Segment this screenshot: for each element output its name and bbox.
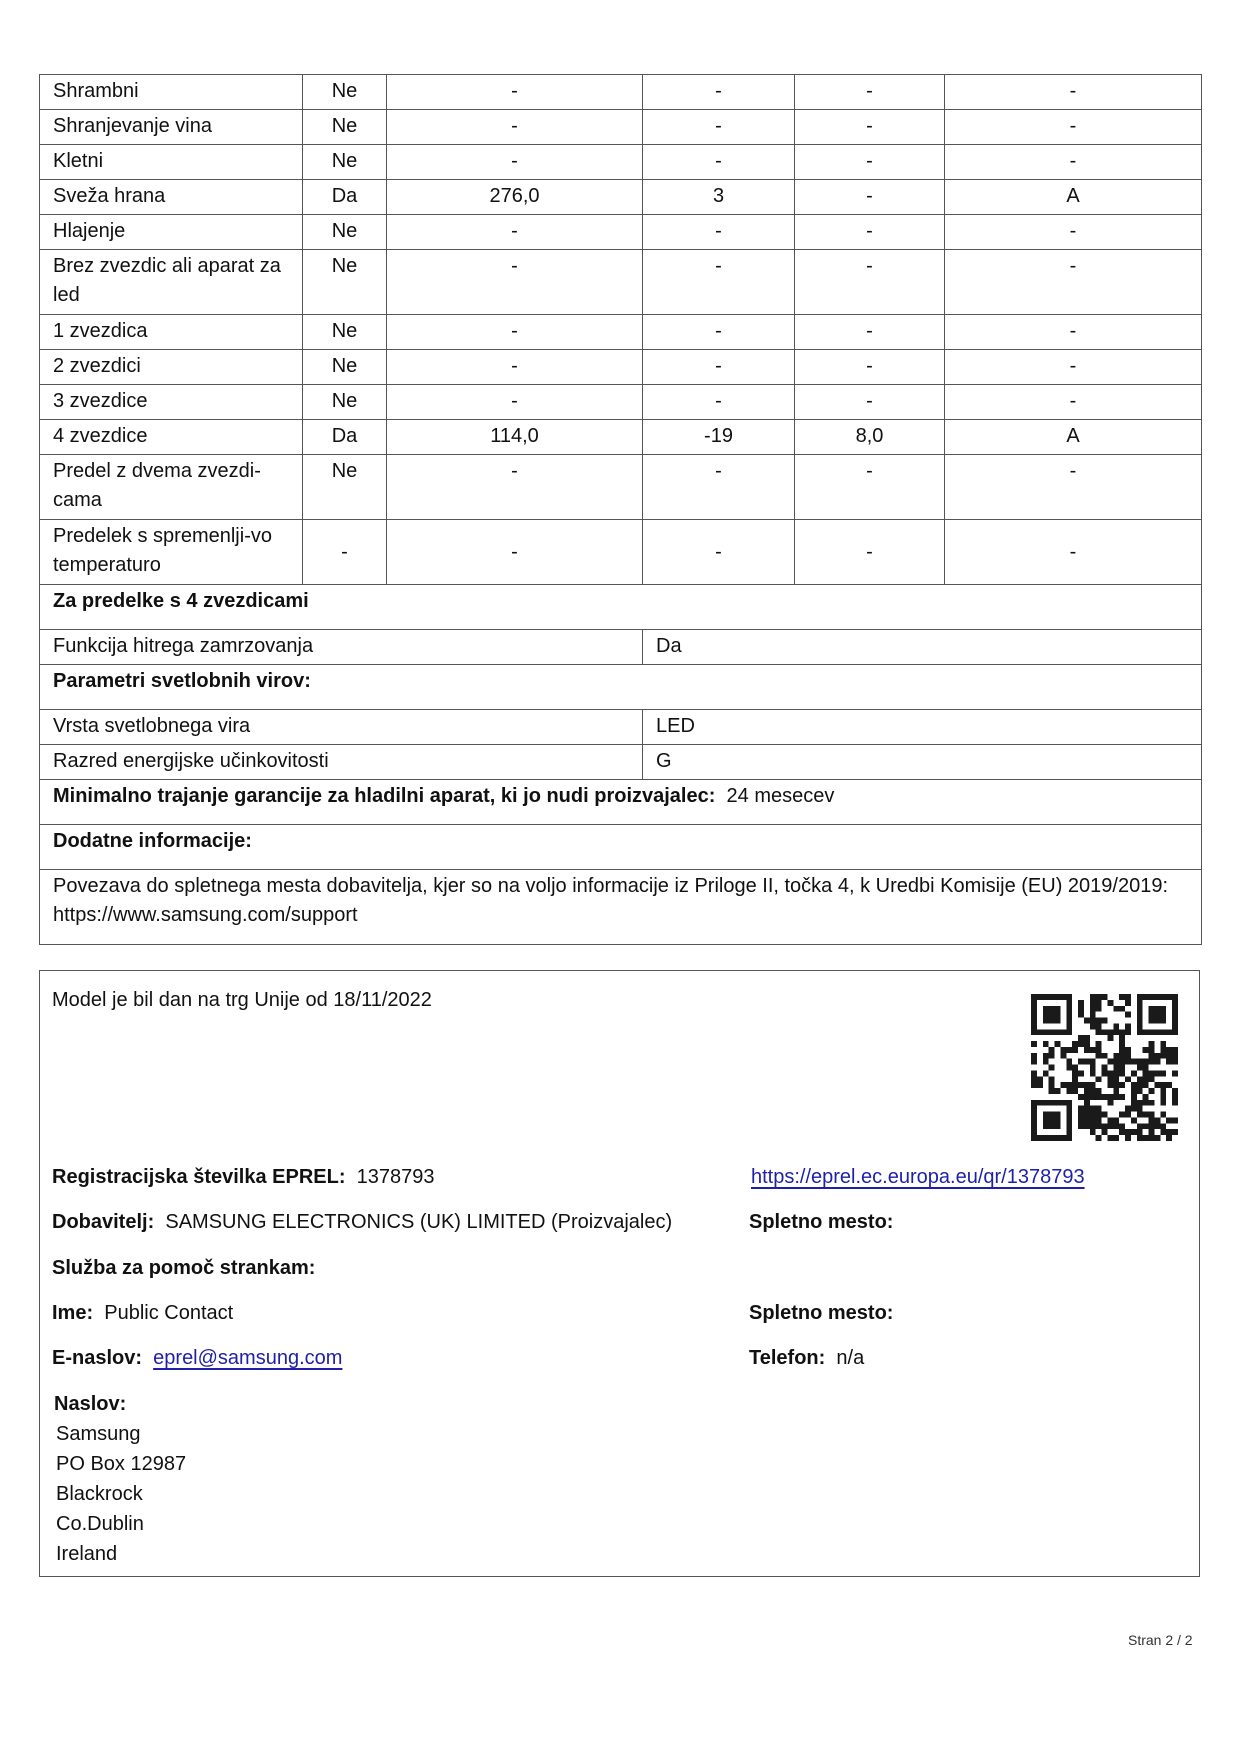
compartment-volume: - bbox=[387, 350, 643, 385]
compartment-name: 2 zvezdici bbox=[40, 350, 303, 385]
compartment-name: 3 zvezdice bbox=[40, 385, 303, 420]
compartment-name: 1 zvezdica bbox=[40, 315, 303, 350]
additional-info bbox=[40, 870, 1202, 945]
compartment-capacity: 8,0 bbox=[795, 420, 945, 455]
compartment-capacity: - bbox=[795, 215, 945, 250]
compartment-name: Brez zvezdic ali aparat za led bbox=[40, 250, 303, 315]
compartment-name: Predel z dvema zvezdi-cama bbox=[40, 455, 303, 520]
compartment-volume: - bbox=[387, 315, 643, 350]
compartment-name: Sveža hrana bbox=[40, 180, 303, 215]
compartment-capacity: - bbox=[795, 350, 945, 385]
table-row bbox=[40, 110, 1202, 145]
compartment-capacity: - bbox=[795, 385, 945, 420]
compartment-volume: - bbox=[387, 250, 643, 315]
supplier-label: Dobavitelj: bbox=[52, 1211, 155, 1233]
compartment-class: - bbox=[945, 315, 1202, 350]
light-class-label: Razred energijske učinkovitosti bbox=[40, 745, 643, 780]
support-url: https://www.samsung.com/support bbox=[53, 904, 358, 926]
compartment-capacity: - bbox=[795, 75, 945, 110]
compartment-temperature: - bbox=[643, 315, 795, 350]
compartment-temperature: - bbox=[643, 520, 795, 585]
fast-freeze-value: Da bbox=[643, 630, 1202, 665]
compartment-volume: - bbox=[387, 145, 643, 180]
name-value: Public Contact bbox=[104, 1302, 234, 1324]
warranty-row bbox=[40, 780, 1202, 825]
compartment-name: Kletni bbox=[40, 145, 303, 180]
website-label-1: Spletno mesto: bbox=[749, 1211, 894, 1233]
address-line: Ireland bbox=[56, 1543, 118, 1565]
compartment-capacity: - bbox=[795, 455, 945, 520]
additional-text: Povezava do spletnega mesta dobavitelja, kjer so na voljo informacije iz Priloge II, točka 4, k Uredbi Komisije (EU) 2019/2019: bbox=[53, 875, 1169, 897]
compartment-present: Da bbox=[303, 420, 387, 455]
compartment-name: Shrambni bbox=[40, 75, 303, 110]
table-row bbox=[40, 75, 1202, 110]
table-row bbox=[40, 215, 1202, 250]
supplier-value: SAMSUNG ELECTRONICS (UK) LIMITED (Proizvajalec) bbox=[165, 1211, 673, 1233]
compartment-temperature: - bbox=[643, 250, 795, 315]
compartment-class: - bbox=[945, 350, 1202, 385]
additional-heading: Dodatne informacije: bbox=[40, 825, 1202, 870]
compartment-name: Hlajenje bbox=[40, 215, 303, 250]
compartment-class: - bbox=[945, 75, 1202, 110]
email-row bbox=[52, 1345, 342, 1371]
compartment-capacity: - bbox=[795, 180, 945, 215]
compartment-present: Ne bbox=[303, 250, 387, 315]
compartment-volume: - bbox=[387, 520, 643, 585]
compartment-temperature: - bbox=[643, 75, 795, 110]
compartment-temperature: - bbox=[643, 215, 795, 250]
table-row bbox=[40, 145, 1202, 180]
website-label-2: Spletno mesto: bbox=[749, 1302, 894, 1324]
page-number: Stran 2 / 2 bbox=[1128, 1632, 1193, 1648]
compartment-temperature: 3 bbox=[643, 180, 795, 215]
compartment-class: A bbox=[945, 180, 1202, 215]
compartment-temperature: - bbox=[643, 145, 795, 180]
compartment-volume: - bbox=[387, 455, 643, 520]
compartment-present: Ne bbox=[303, 145, 387, 180]
compartment-capacity: - bbox=[795, 250, 945, 315]
compartment-present: Ne bbox=[303, 350, 387, 385]
fast-freeze-label: Funkcija hitrega zamrzovanja bbox=[40, 630, 643, 665]
compartment-temperature: - bbox=[643, 350, 795, 385]
compartment-volume: - bbox=[387, 75, 643, 110]
compartment-present: Ne bbox=[303, 215, 387, 250]
eprel-link[interactable]: https://eprel.ec.europa.eu/qr/1378793 bbox=[751, 1166, 1085, 1188]
compartment-temperature: - bbox=[643, 455, 795, 520]
compartment-present: Ne bbox=[303, 315, 387, 350]
address-line: Co.Dublin bbox=[56, 1513, 144, 1535]
compartment-class: - bbox=[945, 145, 1202, 180]
table-row bbox=[40, 385, 1202, 420]
phone-row bbox=[749, 1345, 864, 1371]
compartment-class: - bbox=[945, 110, 1202, 145]
warranty-label: Minimalno trajanje garancije za hladilni aparat, ki jo nudi proizvajalec: bbox=[53, 785, 716, 807]
compartment-table bbox=[39, 74, 1202, 945]
compartment-capacity: - bbox=[795, 315, 945, 350]
name-label: Ime: bbox=[52, 1302, 94, 1324]
address-line: Samsung bbox=[56, 1423, 141, 1445]
compartment-capacity: - bbox=[795, 110, 945, 145]
compartment-name: Shranjevanje vina bbox=[40, 110, 303, 145]
compartment-present: Ne bbox=[303, 455, 387, 520]
light-type-label: Vrsta svetlobnega vira bbox=[40, 710, 643, 745]
compartment-name: Predelek s spremenlji-vo temperaturo bbox=[40, 520, 303, 585]
table-row bbox=[40, 520, 1202, 585]
compartment-present: Ne bbox=[303, 75, 387, 110]
table-row bbox=[40, 315, 1202, 350]
address-line: Blackrock bbox=[56, 1483, 143, 1505]
email-label: E-naslov: bbox=[52, 1347, 143, 1369]
table-row bbox=[40, 420, 1202, 455]
supplier-row bbox=[52, 1209, 672, 1235]
compartment-present: - bbox=[303, 520, 387, 585]
email-link[interactable]: eprel@samsung.com bbox=[153, 1347, 343, 1369]
compartment-class: A bbox=[945, 420, 1202, 455]
compartment-name: 4 zvezdice bbox=[40, 420, 303, 455]
compartment-temperature: -19 bbox=[643, 420, 795, 455]
eprel-row bbox=[52, 1164, 434, 1190]
compartment-present: Ne bbox=[303, 110, 387, 145]
compartment-class: - bbox=[945, 215, 1202, 250]
compartment-present: Da bbox=[303, 180, 387, 215]
eprel-label: Registracijska številka EPREL: bbox=[52, 1166, 346, 1188]
compartment-temperature: - bbox=[643, 385, 795, 420]
light-class-value: G bbox=[643, 745, 1202, 780]
compartment-class: - bbox=[945, 250, 1202, 315]
supplier-info-box bbox=[39, 970, 1200, 1577]
compartment-volume: 276,0 bbox=[387, 180, 643, 215]
compartment-capacity: - bbox=[795, 145, 945, 180]
compartment-capacity: - bbox=[795, 520, 945, 585]
light-type-value: LED bbox=[643, 710, 1202, 745]
eprel-value: 1378793 bbox=[356, 1166, 435, 1188]
compartment-class: - bbox=[945, 520, 1202, 585]
compartment-volume: - bbox=[387, 215, 643, 250]
compartment-volume: 114,0 bbox=[387, 420, 643, 455]
phone-value: n/a bbox=[836, 1347, 865, 1369]
phone-label: Telefon: bbox=[749, 1347, 826, 1369]
support-heading: Služba za pomoč strankam: bbox=[52, 1257, 316, 1279]
table-row bbox=[40, 455, 1202, 520]
compartment-volume: - bbox=[387, 110, 643, 145]
compartment-volume: - bbox=[387, 385, 643, 420]
address-block bbox=[54, 1389, 186, 1569]
compartment-class: - bbox=[945, 455, 1202, 520]
address-line: PO Box 12987 bbox=[56, 1453, 187, 1475]
table-row bbox=[40, 350, 1202, 385]
compartment-present: Ne bbox=[303, 385, 387, 420]
address-label: Naslov: bbox=[54, 1393, 127, 1415]
table-row bbox=[40, 250, 1202, 315]
light-heading: Parametri svetlobnih virov: bbox=[40, 665, 1202, 710]
name-row bbox=[52, 1300, 233, 1326]
compartment-temperature: - bbox=[643, 110, 795, 145]
qr-code-icon[interactable] bbox=[1031, 994, 1178, 1141]
compartment-class: - bbox=[945, 385, 1202, 420]
warranty-value: 24 mesecev bbox=[726, 785, 835, 807]
market-date: Model je bil dan na trg Unije od 18/11/2022 bbox=[52, 989, 432, 1011]
four-star-heading: Za predelke s 4 zvezdicami bbox=[40, 585, 1202, 630]
table-row bbox=[40, 180, 1202, 215]
